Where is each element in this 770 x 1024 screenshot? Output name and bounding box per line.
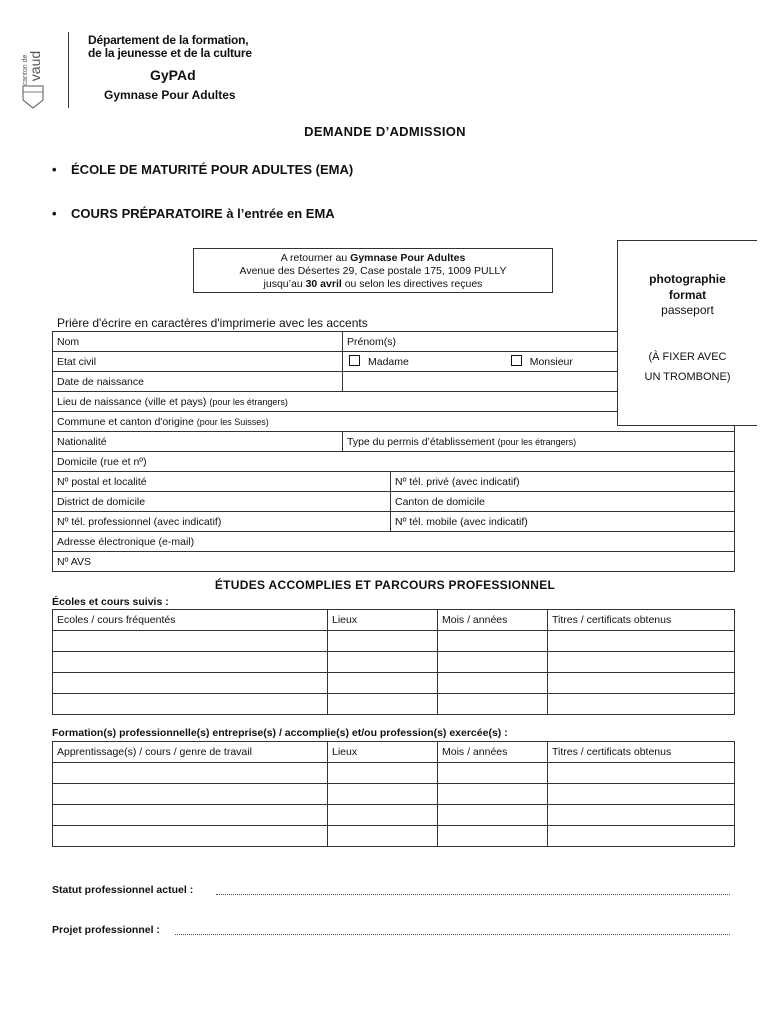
department-line1: Département de la formation, bbox=[88, 33, 249, 47]
training-table bbox=[52, 741, 735, 847]
department-name bbox=[88, 34, 252, 60]
option-cours-preparatoire[interactable]: • COURS PRÉPARATOIRE à l’entrée en EMA bbox=[52, 206, 335, 221]
etat-civil-label: Etat civil bbox=[53, 352, 343, 372]
tel-pro-field[interactable]: Nº tél. professionnel (avec indicatif) bbox=[53, 512, 391, 532]
monsieur-checkbox[interactable]: Monsieur bbox=[511, 356, 573, 368]
table-row bbox=[53, 763, 735, 784]
table-row bbox=[53, 826, 735, 847]
schools-col-lieux: Lieux bbox=[328, 610, 438, 631]
nom-field[interactable]: Nom bbox=[53, 332, 343, 352]
studies-section-title: ÉTUDES ACCOMPLIES ET PARCOURS PROFESSIONNEL bbox=[214, 578, 556, 592]
date-naissance-field[interactable]: Date de naissance bbox=[53, 372, 343, 392]
email-field[interactable]: Adresse électronique (e-mail) bbox=[53, 532, 735, 552]
table-row bbox=[53, 784, 735, 805]
page-title: DEMANDE D’ADMISSION bbox=[304, 124, 466, 139]
projet-label: Projet professionnel : bbox=[52, 924, 160, 936]
schools-col-titres: Titres / certificats obtenus bbox=[548, 610, 735, 631]
training-header-row bbox=[53, 742, 735, 763]
tel-mobile-field[interactable]: Nº tél. mobile (avec indicatif) bbox=[391, 512, 735, 532]
avs-field[interactable]: Nº AVS bbox=[53, 552, 735, 572]
instruction-text: Prière d'écrire en caractères d'imprimerie avec les accents bbox=[57, 316, 368, 330]
training-col-titres: Titres / certificats obtenus bbox=[548, 742, 735, 763]
training-label: Formation(s) professionnelle(s) entreprise(s) / accomplie(s) et/ou profession(s) exercée(s) : bbox=[52, 727, 508, 739]
nationalite-field[interactable]: Nationalité bbox=[53, 432, 343, 452]
canton-domicile-field[interactable]: Canton de domicile bbox=[391, 492, 735, 512]
table-row bbox=[53, 631, 735, 652]
table-row bbox=[53, 694, 735, 715]
postal-field[interactable]: Nº postal et localité bbox=[53, 472, 391, 492]
commune-origine-field[interactable]: Commune et canton d'origine (pour les Suisses) bbox=[53, 412, 735, 432]
training-col-apprentissage: Apprentissage(s) / cours / genre de travail bbox=[53, 742, 328, 763]
schools-col-ecoles: Ecoles / cours fréquentés bbox=[53, 610, 328, 631]
shield-icon bbox=[23, 86, 43, 108]
training-col-lieux: Lieux bbox=[328, 742, 438, 763]
district-field[interactable]: District de domicile bbox=[53, 492, 391, 512]
domicile-field[interactable]: Domicile (rue et nº) bbox=[53, 452, 735, 472]
option-ema[interactable]: • ÉCOLE DE MATURITÉ POUR ADULTES (EMA) bbox=[52, 162, 354, 177]
logo-text-small: canton de bbox=[22, 54, 29, 86]
department-line2: de la jeunesse et de la culture bbox=[88, 46, 252, 60]
table-row bbox=[53, 652, 735, 673]
schools-header-row bbox=[53, 610, 735, 631]
tel-prive-field[interactable]: Nº tél. privé (avec indicatif) bbox=[391, 472, 735, 492]
permis-field[interactable]: Type du permis d’établissement (pour les étrangers) bbox=[343, 432, 735, 452]
school-short-name: GyPAd bbox=[150, 67, 196, 83]
schools-table bbox=[52, 609, 735, 715]
projet-input-line[interactable] bbox=[175, 934, 730, 935]
passport-photo-box: photographie format passeport (À FIXER AVEC UN TROMBONE) bbox=[617, 240, 757, 426]
canton-vaud-logo bbox=[18, 30, 48, 110]
schools-col-mois: Mois / années bbox=[438, 610, 548, 631]
return-address-box: A retourner au Gymnase Pour Adultes Avenue des Désertes 29, Case postale 175, 1009 PULLY jusqu’au 30 avril ou selon les directives reçues bbox=[193, 248, 553, 293]
logo-text-large: vaud bbox=[27, 50, 43, 82]
table-row bbox=[53, 805, 735, 826]
school-full-name: Gymnase Pour Adultes bbox=[104, 88, 236, 102]
statut-label: Statut professionnel actuel : bbox=[52, 884, 194, 896]
training-col-mois: Mois / années bbox=[438, 742, 548, 763]
header-divider bbox=[68, 32, 69, 108]
table-row bbox=[53, 673, 735, 694]
statut-input-line[interactable] bbox=[216, 894, 730, 895]
schools-label: Écoles et cours suivis : bbox=[52, 596, 169, 608]
prenom-field[interactable]: Prénom(s) bbox=[343, 332, 735, 352]
lieu-naissance-field[interactable]: Lieu de naissance (ville et pays) (pour les étrangers) bbox=[53, 392, 735, 412]
madame-checkbox[interactable]: Madame bbox=[349, 356, 409, 368]
